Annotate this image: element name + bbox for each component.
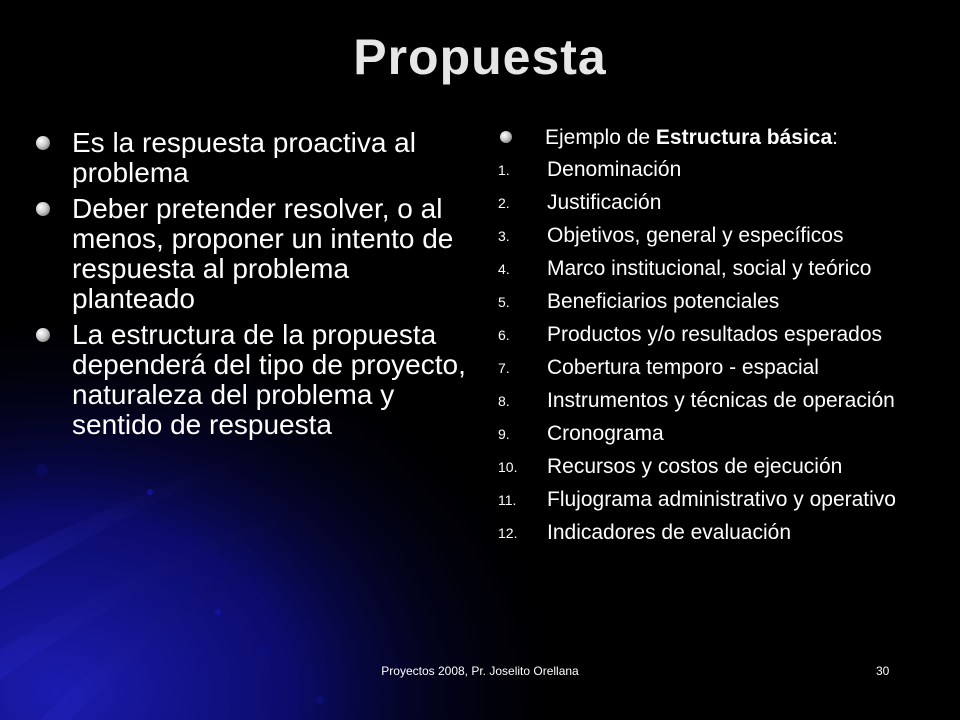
item-text: Instrumentos y técnicas de operación xyxy=(547,389,895,412)
slide-footer xyxy=(0,662,960,680)
slide-title: Propuesta xyxy=(353,29,607,85)
structure-item xyxy=(498,323,938,346)
item-number: 10. xyxy=(498,459,518,475)
item-text: Marco institucional, social y teórico xyxy=(547,257,872,280)
item-number: 3. xyxy=(498,228,510,244)
decor-dot xyxy=(316,696,324,704)
item-number: 2. xyxy=(498,195,510,211)
sphere-bullet-icon xyxy=(36,328,50,342)
item-text: Objetivos, general y específicos xyxy=(547,224,844,247)
structure-item xyxy=(498,224,938,247)
heading-suffix: : xyxy=(832,126,838,149)
structure-item xyxy=(498,521,938,544)
item-text: Beneficiarios potenciales xyxy=(547,290,780,313)
structure-list xyxy=(498,126,938,554)
decor-dot xyxy=(36,464,48,476)
item-text: Justificación xyxy=(547,191,662,214)
structure-item xyxy=(498,257,938,280)
item-text: Flujograma administrativo y operativo xyxy=(547,488,896,511)
heading-bold: Estructura básica xyxy=(655,126,833,149)
item-text: Productos y/o resultados esperados xyxy=(547,323,883,346)
left-bullet-item xyxy=(36,194,466,314)
structure-item xyxy=(498,488,938,511)
heading-prefix: Ejemplo de xyxy=(545,126,656,149)
item-number: 7. xyxy=(498,360,510,376)
left-bullet-text: La estructura de la propuesta dependerá del tipo de proyecto, naturaleza del problema y sentido de respuesta xyxy=(72,319,466,440)
item-number: 9. xyxy=(498,426,510,442)
decor-dot xyxy=(147,489,153,495)
item-number: 12. xyxy=(498,525,518,541)
decor-dot xyxy=(255,644,269,658)
left-bullet-list xyxy=(36,128,466,446)
sphere-bullet-icon xyxy=(36,202,50,216)
left-bullet-item xyxy=(36,128,466,188)
structure-item xyxy=(498,389,938,412)
structure-item xyxy=(498,356,938,379)
sphere-bullet-icon xyxy=(36,136,50,150)
structure-item xyxy=(498,290,938,313)
left-bullet-text: Es la respuesta proactiva al problema xyxy=(72,127,416,188)
structure-heading xyxy=(498,126,938,150)
item-text: Indicadores de evaluación xyxy=(547,521,792,544)
sphere-bullet-icon xyxy=(500,131,512,143)
item-number: 5. xyxy=(498,294,510,310)
item-number: 11. xyxy=(498,492,517,508)
structure-item xyxy=(498,422,938,445)
item-number: 8. xyxy=(498,393,510,409)
left-bullet-item xyxy=(36,320,466,440)
structure-item xyxy=(498,191,938,214)
structure-item xyxy=(498,455,938,478)
left-bullet-text: Deber pretender resolver, o al menos, proponer un intento de respuesta al problema planteado xyxy=(72,193,454,314)
page-number: 30 xyxy=(876,664,890,678)
item-text: Denominación xyxy=(547,158,682,181)
item-text: Cronograma xyxy=(547,422,664,445)
decor-dot xyxy=(215,609,221,615)
item-number: 4. xyxy=(498,261,510,277)
structure-item xyxy=(498,158,938,181)
footer-text: Proyectos 2008, Pr. Joselito Orellana xyxy=(381,664,579,678)
item-number: 1. xyxy=(498,162,510,178)
item-text: Recursos y costos de ejecución xyxy=(547,455,843,478)
item-number: 6. xyxy=(498,327,510,343)
item-text: Cobertura temporo - espacial xyxy=(547,356,819,379)
